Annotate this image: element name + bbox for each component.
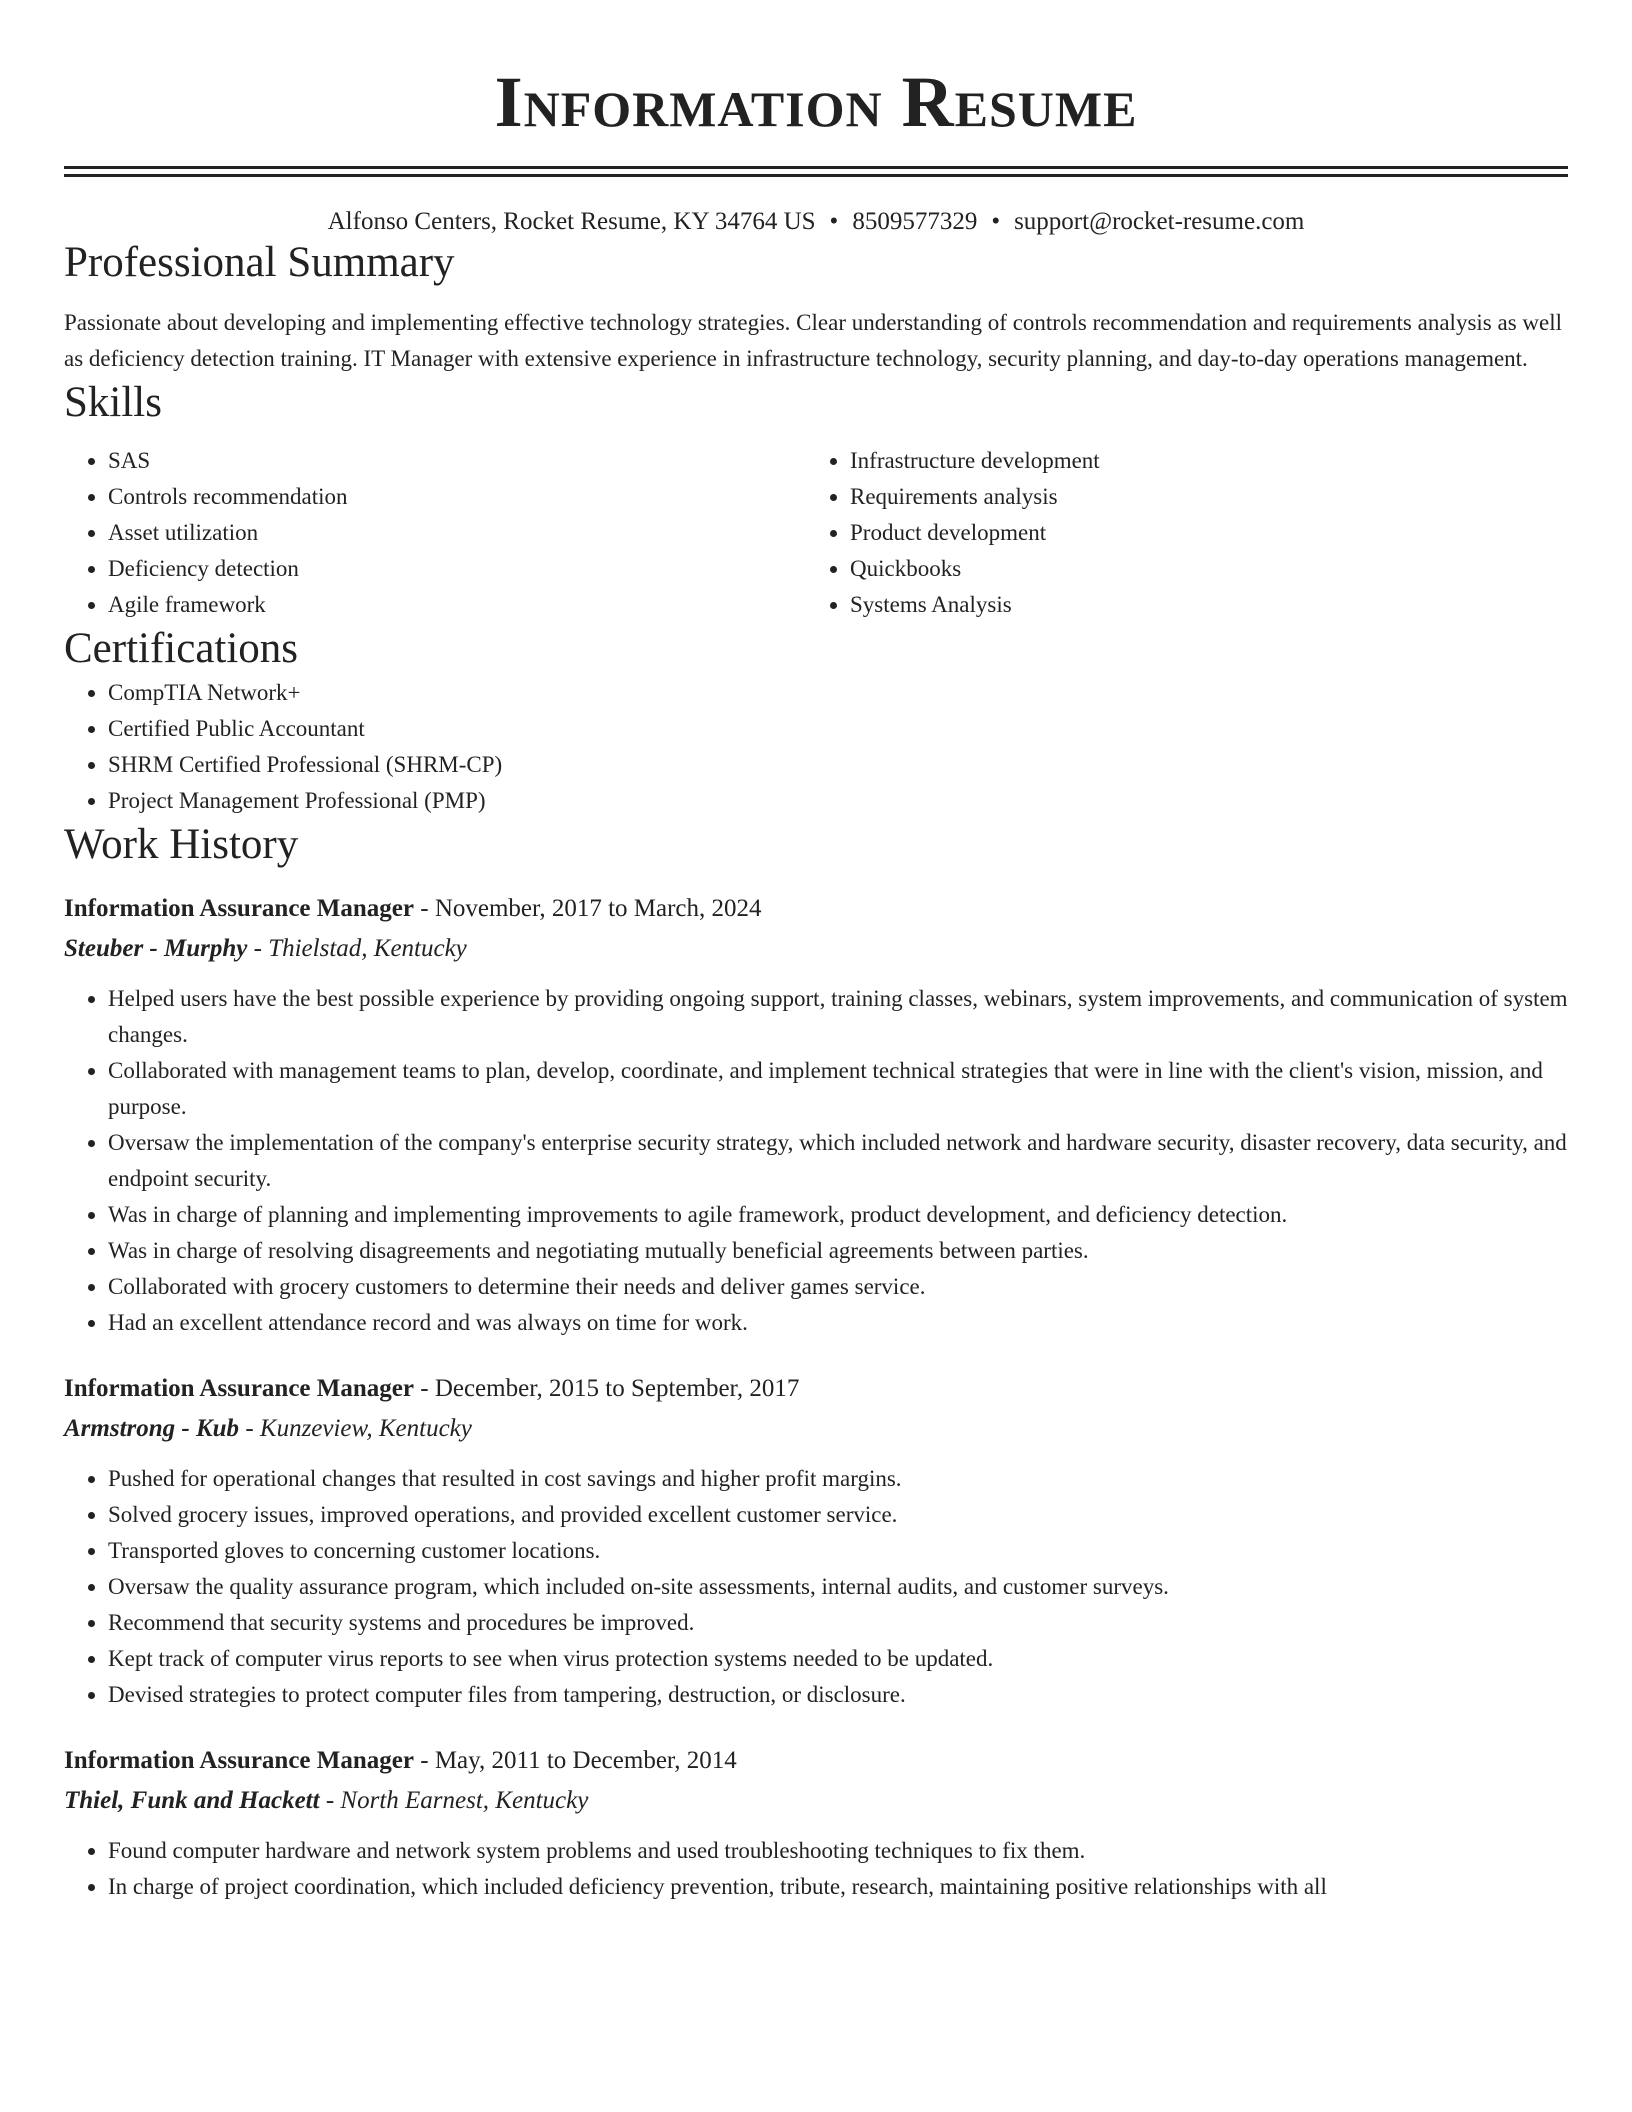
skill-item: • Deficiency detection: [108, 551, 806, 587]
certification-item: • Certified Public Accountant: [108, 711, 1568, 747]
job-title-line: [64, 1369, 1568, 1409]
job-role: Information Assurance Manager: [64, 1375, 414, 1402]
job-bullet: • In charge of project coordination, which included deficiency prevention, tribute, research, maintaining positive relationships with all: [108, 1869, 1568, 1905]
skills-heading: Skills: [64, 379, 162, 426]
job-bullet: • Kept track of computer virus reports to see when virus protection systems needed to be updated.: [108, 1641, 1568, 1677]
job-bullet: • Oversaw the implementation of the company's enterprise security strategy, which included network and hardware security, disaster recovery, data security, and endpoint security.: [108, 1125, 1568, 1197]
job-entry: [64, 889, 1568, 1341]
job-company: Armstrong - Kub: [64, 1415, 240, 1442]
contact-phone: 8509577329: [852, 208, 978, 235]
contact-address: Alfonso Centers, Rocket Resume, KY 34764 US: [327, 208, 816, 235]
job-bullet: • Had an excellent attendance record and was always on time for work.: [108, 1305, 1568, 1341]
job-bullet: • Recommend that security systems and procedures be improved.: [108, 1605, 1568, 1641]
skill-item: • Infrastructure development: [850, 443, 1548, 479]
job-company-line: [64, 929, 1568, 969]
job-role: Information Assurance Manager: [64, 895, 414, 922]
certifications-list: [64, 675, 1568, 819]
job-title-line: [64, 889, 1568, 929]
job-dates: December, 2015 to September, 2017: [434, 1375, 800, 1402]
job-bullets: [64, 1461, 1568, 1713]
job-entry: [64, 1741, 1568, 1905]
job-dash: -: [413, 895, 435, 922]
certification-item: • CompTIA Network+: [108, 675, 1568, 711]
job-bullet: • Transported gloves to concerning customer locations.: [108, 1533, 1568, 1569]
job-dash: -: [239, 1415, 260, 1442]
job-company: Thiel, Funk and Hackett: [64, 1787, 320, 1814]
skill-item: • Product development: [850, 515, 1548, 551]
work-history-heading: Work History: [64, 821, 299, 868]
skills-columns: [64, 443, 1568, 623]
job-bullet: • Collaborated with management teams to plan, develop, coordinate, and implement technical strategies that were in line with the client's vision, mission, and purpose.: [108, 1053, 1568, 1125]
job-bullet: • Was in charge of resolving disagreements and negotiating mutually beneficial agreements between parties.: [108, 1233, 1568, 1269]
skill-item: • Asset utilization: [108, 515, 806, 551]
job-dash: -: [413, 1747, 435, 1774]
job-bullet: • Was in charge of planning and implementing improvements to agile framework, product development, and deficiency detection.: [108, 1197, 1568, 1233]
resume-title: Information Resume: [494, 62, 1138, 142]
job-company-line: [64, 1409, 1568, 1449]
job-bullet: • Helped users have the best possible experience by providing ongoing support, training classes, webinars, system improvements, and communication of system changes.: [108, 981, 1568, 1053]
skill-item: • Requirements analysis: [850, 479, 1548, 515]
summary-text: Passionate about developing and implementing effective technology strategies. Clear understanding of controls recommendation and requirements analysis as well as deficiency detection training. IT Manager with extensive experience in infrastructure technology, security planning, and day-to-day operations management.: [64, 310, 1562, 371]
job-bullet: • Oversaw the quality assurance program, which included on-site assessments, internal audits, and customer surveys.: [108, 1569, 1568, 1605]
job-location: Thielstad, Kentucky: [268, 935, 467, 962]
job-company: Steuber - Murphy: [64, 935, 248, 962]
contact-separator: •: [991, 208, 1001, 235]
skill-item: • Quickbooks: [850, 551, 1548, 587]
job-bullet: • Collaborated with grocery customers to determine their needs and deliver games service.: [108, 1269, 1568, 1305]
certifications-heading: Certifications: [64, 625, 299, 672]
skills-right-list: [806, 443, 1548, 623]
certification-item: • SHRM Certified Professional (SHRM-CP): [108, 747, 1568, 783]
skill-item: • Agile framework: [108, 587, 806, 623]
job-bullet: • Devised strategies to protect computer files from tampering, destruction, or disclosure.: [108, 1677, 1568, 1713]
job-title-line: [64, 1741, 1568, 1781]
summary-heading: Professional Summary: [64, 239, 455, 286]
job-entry: [64, 1369, 1568, 1713]
contact-separator: •: [829, 208, 839, 235]
job-bullet: • Pushed for operational changes that resulted in cost savings and higher profit margins.: [108, 1461, 1568, 1497]
job-location: North Earnest, Kentucky: [340, 1787, 589, 1814]
job-dates: May, 2011 to December, 2014: [434, 1747, 737, 1774]
job-bullets: [64, 981, 1568, 1341]
contact-line: [64, 207, 1568, 237]
job-role: Information Assurance Manager: [64, 1747, 414, 1774]
job-location: Kunzeview, Kentucky: [259, 1415, 472, 1442]
contact-email: support@rocket-resume.com: [1014, 208, 1305, 235]
job-dash: -: [319, 1787, 341, 1814]
skill-item: • Systems Analysis: [850, 587, 1548, 623]
skills-left-list: [64, 443, 806, 623]
job-dates: November, 2017 to March, 2024: [434, 895, 762, 922]
job-bullet: • Solved grocery issues, improved operations, and provided excellent customer service.: [108, 1497, 1568, 1533]
certification-item: • Project Management Professional (PMP): [108, 783, 1568, 819]
job-bullet: • Found computer hardware and network system problems and used troubleshooting techniques to fix them.: [108, 1833, 1568, 1869]
skill-item: • SAS: [108, 443, 806, 479]
job-company-line: [64, 1781, 1568, 1821]
job-dash: -: [413, 1375, 435, 1402]
skill-item: • Controls recommendation: [108, 479, 806, 515]
job-dash: -: [247, 935, 269, 962]
job-bullets: [64, 1833, 1568, 1905]
title-double-rule: [64, 166, 1568, 177]
